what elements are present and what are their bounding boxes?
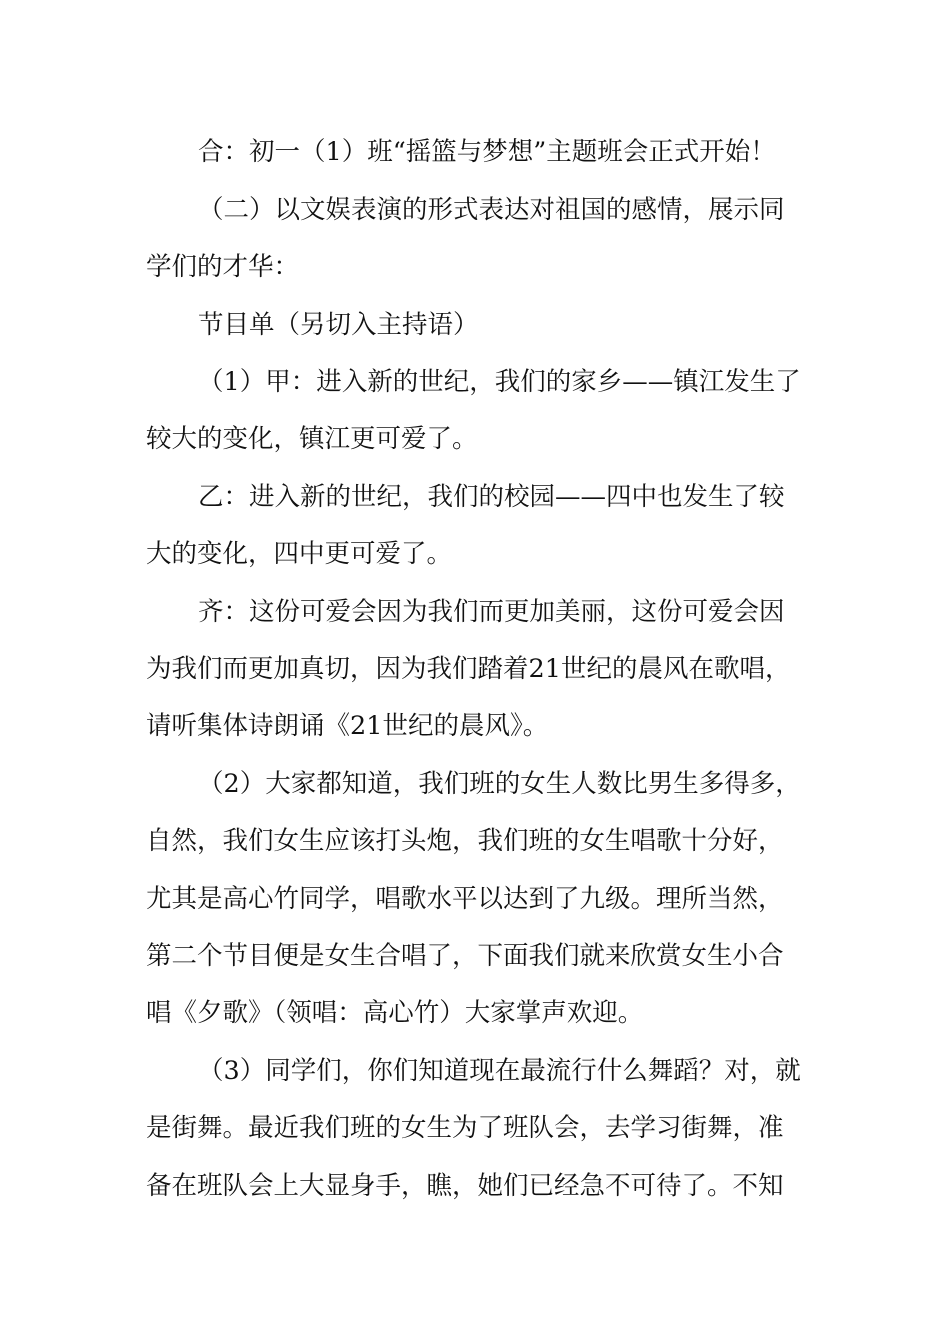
text-line: （二）以文娱表演的形式表达对祖国的感情，展示同 (198, 195, 785, 225)
text-line: 大的变化，四中更可爱了。 (146, 539, 453, 569)
text-line: 齐：这份可爱会因为我们而更加美丽，这份可爱会因 (198, 597, 785, 627)
text-line: 合：初一（1）班“摇篮与梦想”主题班会正式开始！ (198, 137, 776, 167)
text-line: 乙：进入新的世纪，我们的校园——四中也发生了较 (198, 482, 785, 512)
text-line: （1）甲：进入新的世纪，我们的家乡——镇江发生了 (198, 367, 801, 397)
text-line: （3）同学们，你们知道现在最流行什么舞蹈？对，就 (198, 1056, 801, 1086)
text-line: 备在班队会上大显身手，瞧，她们已经急不可待了。不知 (146, 1171, 784, 1201)
text-line: 唱《夕歌》（领唱：高心竹）大家掌声欢迎。 (146, 998, 644, 1028)
text-line: 第二个节目便是女生合唱了，下面我们就来欣赏女生小合 (146, 941, 784, 971)
text-line: 节目单（另切入主持语） (198, 310, 479, 340)
text-line: 为我们而更加真切，因为我们踏着21世纪的晨风在歌唱， (146, 654, 791, 684)
text-line: 请听集体诗朗诵《21世纪的晨风》。 (146, 711, 549, 741)
text-line: 自然，我们女生应该打头炮，我们班的女生唱歌十分好， (146, 826, 784, 856)
text-line: （2）大家都知道，我们班的女生人数比男生多得多， (198, 769, 801, 799)
text-line: 是街舞。最近我们班的女生为了班队会，去学习街舞，准 (146, 1113, 784, 1143)
text-line: 学们的才华： (146, 252, 300, 282)
text-line: 较大的变化，镇江更可爱了。 (146, 424, 478, 454)
text-line: 尤其是高心竹同学，唱歌水平以达到了九级。理所当然， (146, 884, 784, 914)
